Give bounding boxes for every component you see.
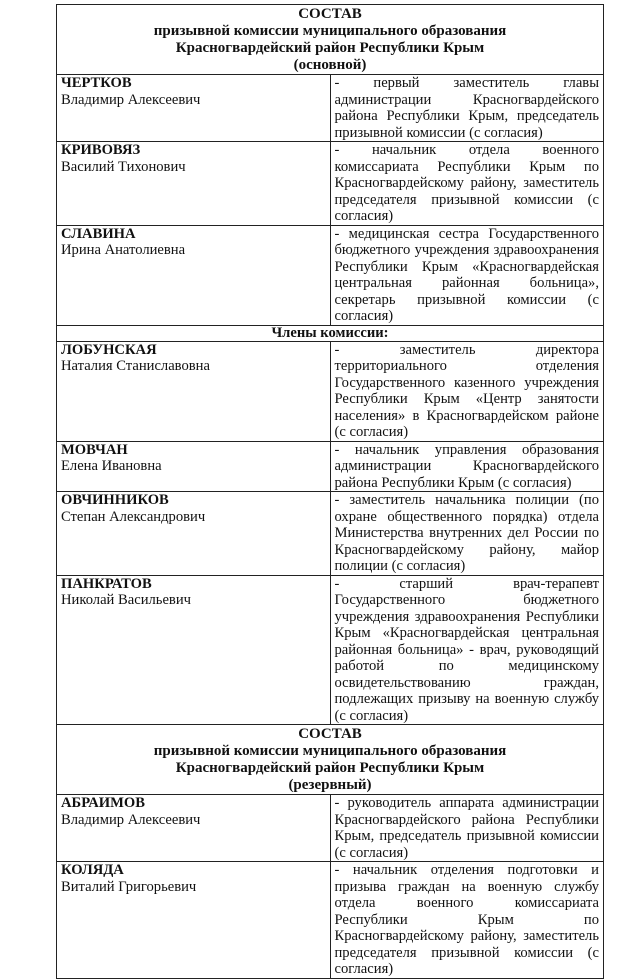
person-role: - начальник управления образования администрации Красногвардейского района Республики Крым (с согласия) bbox=[330, 441, 604, 492]
table-row bbox=[57, 225, 604, 325]
person-role: - руководитель аппарата администрации Красногвардейского района Республики Крым, председатель призывной комиссии (с согласия) bbox=[330, 795, 604, 862]
person-cell bbox=[57, 492, 331, 576]
table-row bbox=[57, 341, 604, 441]
main-block-title: СОСТАВ bbox=[298, 6, 362, 22]
main-block-subtitle-2: Красногвардейский район Республики Крым bbox=[175, 40, 485, 56]
person-surname: ОВЧИННИКОВ bbox=[61, 492, 169, 508]
person-role: - старший врач-терапевт Государственного бюджетного учреждения здравоохранения Республики Крым «Красногвардейская центральная районная больница» - врач, руководящий работой по медицинскому освидетельствованию граждан, подлежащих призыву на военную службу (с согласия) bbox=[330, 575, 604, 725]
person-surname: СЛАВИНА bbox=[61, 225, 136, 242]
members-heading: Члены комиссии: bbox=[57, 325, 604, 341]
person-cell bbox=[57, 795, 331, 862]
person-cell bbox=[57, 225, 331, 325]
person-given-name: Владимир Алексеевич bbox=[61, 91, 201, 108]
person-cell bbox=[57, 75, 331, 142]
table-row bbox=[57, 862, 604, 979]
person-role: - заместитель начальника полиции (по охране общественного порядка) отдела Министерства внутренних дел России по Красногвардейскому району, майор полиции (с согласия) bbox=[330, 492, 604, 576]
table-row bbox=[57, 441, 604, 492]
person-role: - первый заместитель главы администрации Красногвардейского района Республики Крым, председатель призывной комиссии (с согласия) bbox=[330, 75, 604, 142]
reserve-block-header bbox=[57, 725, 604, 795]
reserve-block-kind: (резервный) bbox=[288, 777, 372, 793]
person-surname: МОВЧАН bbox=[61, 441, 128, 458]
person-surname: ЧЕРТКОВ bbox=[61, 75, 132, 91]
person-surname: АБРАИМОВ bbox=[61, 795, 145, 811]
person-surname: КРИВОВЯЗ bbox=[61, 142, 141, 158]
table-row bbox=[57, 575, 604, 725]
person-surname: ПАНКРАТОВ bbox=[61, 575, 152, 592]
members-heading-row bbox=[57, 325, 604, 341]
person-given-name: Степан Александрович bbox=[61, 508, 206, 525]
person-given-name: Наталия Станиславовна bbox=[61, 358, 210, 374]
person-surname: ЛОБУНСКАЯ bbox=[61, 341, 157, 358]
person-given-name: Виталий Григорьевич bbox=[61, 878, 197, 895]
person-given-name: Василий Тихонович bbox=[61, 158, 186, 175]
person-cell bbox=[57, 575, 331, 725]
reserve-block-title: СОСТАВ bbox=[298, 726, 362, 742]
commission-table bbox=[56, 4, 604, 979]
person-cell bbox=[57, 142, 331, 226]
main-block-header bbox=[57, 5, 604, 75]
person-given-name: Николай Васильевич bbox=[61, 592, 191, 608]
person-given-name: Ирина Анатолиевна bbox=[61, 242, 186, 258]
person-cell bbox=[57, 341, 331, 441]
person-given-name: Елена Ивановна bbox=[61, 458, 162, 474]
main-block-kind: (основной) bbox=[293, 57, 367, 73]
table-row bbox=[57, 142, 604, 226]
table-row bbox=[57, 75, 604, 142]
table-row bbox=[57, 492, 604, 576]
reserve-block-header-row bbox=[57, 725, 604, 795]
commission-document bbox=[56, 4, 604, 979]
person-given-name: Владимир Алексеевич bbox=[61, 811, 201, 828]
table-row bbox=[57, 795, 604, 862]
person-role: - заместитель директора территориального отделения Государственного казенного учреждения Республики Крым «Центр занятости населения» в Красногвардейском районе (с согласия) bbox=[330, 341, 604, 441]
main-block-subtitle-1: призывной комиссии муниципального образования bbox=[153, 23, 507, 39]
person-role: - начальник отделения подготовки и призыва граждан на военную службу отдела военного комиссариата Республики Крым по Красногвардейскому району, заместитель председателя призывной комиссии (с согласия) bbox=[330, 862, 604, 979]
person-role: - начальник отдела военного комиссариата Республики Крым по Красногвардейскому району, заместитель председателя призывной комиссии (с согласия) bbox=[330, 142, 604, 226]
person-cell bbox=[57, 441, 331, 492]
person-role: - медицинская сестра Государственного бюджетного учреждения здравоохранения Республики Крым «Красногвардейская центральная районная больница», секретарь призывной комиссии (с согласия) bbox=[330, 225, 604, 325]
reserve-block-subtitle-2: Красногвардейский район Республики Крым bbox=[175, 760, 485, 776]
reserve-block-subtitle-1: призывной комиссии муниципального образования bbox=[153, 743, 507, 759]
main-block-header-row bbox=[57, 5, 604, 75]
person-surname: КОЛЯДА bbox=[61, 862, 124, 878]
person-cell bbox=[57, 862, 331, 979]
